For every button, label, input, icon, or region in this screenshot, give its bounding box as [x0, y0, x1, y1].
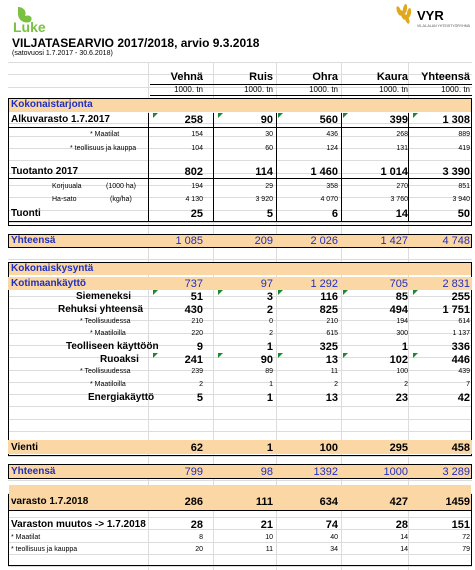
unit-label: 1000. tn	[309, 85, 338, 94]
table-cell: 100	[319, 442, 338, 454]
table-cell: 14	[400, 534, 408, 541]
column-header: Yhteensä	[421, 71, 470, 83]
table-cell: 111	[255, 496, 273, 508]
table-cell: 28	[190, 519, 203, 531]
table-cell: 3 760	[390, 196, 408, 203]
table-cell: 151	[451, 519, 470, 531]
table-cell: 51	[190, 291, 203, 303]
col-divider	[341, 113, 342, 221]
table-cell: 9	[196, 341, 203, 353]
page-title: VILJATASEARVIO 2017/2018, arvio 9.3.2018	[12, 36, 260, 50]
table-cell: 4 130	[185, 196, 203, 203]
table-cell: 72	[462, 534, 470, 541]
row-label: * teollisuus ja kauppa	[11, 546, 78, 553]
cell-marker	[278, 290, 283, 295]
row-label: Siemeneksi	[76, 291, 132, 302]
table-cell: 1 292	[310, 278, 338, 290]
cell-marker	[218, 113, 223, 118]
table-cell: 13	[325, 354, 338, 366]
table-cell: 3	[266, 291, 273, 303]
table-cell: 4 070	[320, 196, 338, 203]
row-label: * Maatilat	[90, 131, 120, 138]
table-cell: 2	[269, 330, 273, 337]
table-cell: 102	[389, 354, 408, 366]
cell-marker	[413, 290, 418, 295]
col-divider	[148, 113, 149, 221]
page-subtitle: (satovuosi 1.7.2017 - 30.6.2018)	[12, 50, 113, 57]
table-cell: 1	[266, 442, 273, 454]
row-label: Varaston muutos -> 1.7.2018	[11, 519, 146, 530]
table-cell: 268	[396, 131, 408, 138]
table-cell: 300	[396, 330, 408, 337]
col-divider	[276, 113, 277, 221]
table-cell: 419	[458, 145, 470, 152]
table-cell: 1 014	[380, 166, 408, 178]
table-cell: 325	[319, 341, 338, 353]
table-cell: 154	[191, 131, 203, 138]
table-cell: 2 026	[310, 235, 338, 247]
table-cell: 560	[319, 114, 338, 126]
cell-marker	[413, 113, 418, 118]
table-cell: 4 748	[442, 235, 470, 247]
table-cell: 1	[266, 392, 273, 404]
table-cell: 11	[265, 546, 273, 553]
balance-table	[8, 0, 472, 570]
table-cell: 98	[260, 466, 273, 478]
unit-label: 1000. tn	[244, 85, 273, 94]
table-cell: 436	[326, 131, 338, 138]
cell-marker	[413, 353, 418, 358]
column-header: Kaura	[376, 71, 408, 83]
table-cell: 90	[260, 354, 273, 366]
header-divider	[150, 84, 472, 85]
row-label: Alkuvarasto 1.7.2017	[11, 114, 110, 125]
table-cell: 1 085	[175, 235, 203, 247]
table-cell: 74	[325, 519, 338, 531]
column-header: Ohra	[312, 71, 338, 83]
cell-marker	[218, 353, 223, 358]
unit-label: 1000. tn	[174, 85, 203, 94]
table-cell: 1 308	[442, 114, 470, 126]
table-cell: 114	[255, 166, 273, 178]
table-cell: 2 831	[442, 278, 470, 290]
row-label: Yhteensä	[11, 235, 56, 246]
table-cell: 258	[184, 114, 203, 126]
storage-top-strip	[9, 485, 471, 493]
table-cell: 1	[401, 341, 408, 353]
svg-text:VILJA-ALAN YHTEISTYÖRYHMÄ: VILJA-ALAN YHTEISTYÖRYHMÄ	[417, 24, 470, 28]
table-cell: 11	[330, 368, 338, 375]
table-cell: 1000	[383, 466, 408, 478]
section-title-supply: Kokonaistarjonta	[11, 99, 93, 110]
gridline	[8, 566, 472, 567]
cell-marker	[278, 113, 283, 118]
cell-marker	[343, 353, 348, 358]
cell-marker	[153, 353, 158, 358]
table-cell: 1 751	[442, 304, 470, 316]
row-divider	[8, 510, 472, 511]
table-cell: 705	[389, 278, 408, 290]
cell-marker	[153, 113, 158, 118]
table-cell: 220	[191, 330, 203, 337]
table-cell: 14	[395, 208, 408, 220]
row-label: varasto 1.7.2018	[11, 496, 89, 507]
table-cell: 85	[395, 291, 408, 303]
gridline	[8, 259, 472, 260]
table-cell: 1 427	[380, 235, 408, 247]
table-cell: 40	[330, 534, 338, 541]
table-cell: 209	[254, 235, 273, 247]
gridline	[8, 480, 472, 481]
table-cell: 34	[330, 546, 338, 553]
row-label: Tuonti	[11, 208, 41, 219]
row-label: Teolliseen käyttöön	[66, 341, 159, 352]
table-cell: 889	[458, 131, 470, 138]
table-cell: 62	[190, 442, 203, 454]
row-label: Yhteensä	[11, 466, 56, 477]
table-cell: 1392	[313, 466, 338, 478]
table-cell: 20	[195, 546, 203, 553]
table-cell: 10	[265, 534, 273, 541]
table-cell: 241	[184, 354, 203, 366]
table-cell: 295	[389, 442, 408, 454]
unit-label: 1000. tn	[379, 85, 408, 94]
table-cell: 270	[396, 183, 408, 190]
table-cell: 851	[458, 183, 470, 190]
cell-marker	[343, 290, 348, 295]
table-cell: 614	[458, 318, 470, 325]
table-cell: 0	[269, 318, 273, 325]
table-cell: 89	[265, 368, 273, 375]
table-cell: 2	[334, 381, 338, 388]
row-label: * Maatiloilla	[90, 330, 126, 337]
table-cell: 210	[191, 318, 203, 325]
table-cell: 430	[184, 304, 203, 316]
table-cell: 97	[260, 278, 273, 290]
row-divider	[8, 127, 472, 128]
table-cell: 30	[265, 131, 273, 138]
table-cell: 3 289	[442, 466, 470, 478]
cell-marker	[218, 290, 223, 295]
column-header: Ruis	[249, 71, 273, 83]
table-cell: 7	[466, 381, 470, 388]
table-cell: 8	[199, 534, 203, 541]
table-cell: 1	[269, 381, 273, 388]
table-cell: 60	[265, 145, 273, 152]
table-cell: 737	[184, 278, 203, 290]
row-label: Rehuksi yhteensä	[58, 304, 144, 315]
table-cell: 14	[400, 546, 408, 553]
row-label: Ha-sato	[52, 196, 77, 203]
row-label: * teollisuus ja kauppa	[70, 145, 137, 152]
table-cell: 25	[190, 208, 203, 220]
row-label: Ruoaksi	[100, 354, 139, 365]
row-unit: (kg/ha)	[110, 196, 132, 203]
table-cell: 1 137	[452, 330, 470, 337]
cell-marker	[343, 113, 348, 118]
table-cell: 29	[265, 183, 273, 190]
row-divider	[8, 178, 472, 179]
table-cell: 100	[396, 368, 408, 375]
table-cell: 615	[326, 330, 338, 337]
cell-marker	[278, 353, 283, 358]
table-cell: 1	[266, 341, 273, 353]
table-cell: 194	[396, 318, 408, 325]
row-label: Kotimaankäyttö	[11, 278, 87, 289]
table-cell: 6	[331, 208, 338, 220]
row-label: Vienti	[11, 442, 39, 453]
table-cell: 399	[389, 114, 408, 126]
table-cell: 104	[191, 145, 203, 152]
table-cell: 358	[326, 183, 338, 190]
row-label: Korjuuala	[52, 183, 82, 190]
row-label: Tuotanto 2017	[11, 166, 79, 177]
table-cell: 802	[184, 166, 203, 178]
table-cell: 3 940	[452, 196, 470, 203]
col-divider	[408, 113, 409, 221]
table-cell: 336	[451, 341, 470, 353]
table-cell: 825	[319, 304, 338, 316]
table-cell: 446	[451, 354, 470, 366]
table-cell: 1459	[445, 496, 470, 508]
table-cell: 239	[191, 368, 203, 375]
table-cell: 131	[396, 145, 408, 152]
table-cell: 79	[462, 546, 470, 553]
row-label: * Maatiloilla	[90, 381, 126, 388]
svg-text:Luke: Luke	[13, 19, 46, 35]
table-cell: 427	[389, 496, 408, 508]
table-cell: 28	[395, 519, 408, 531]
table-cell: 42	[457, 392, 470, 404]
table-cell: 458	[451, 442, 470, 454]
row-divider	[8, 221, 472, 222]
row-label: * Teollisuudessa	[80, 368, 131, 375]
table-cell: 21	[260, 519, 273, 531]
table-cell: 90	[260, 114, 273, 126]
table-cell: 194	[191, 183, 203, 190]
table-cell: 3 920	[255, 196, 273, 203]
row-label: * Maatilat	[11, 534, 41, 541]
table-cell: 286	[184, 496, 203, 508]
col-divider	[213, 113, 214, 221]
row-label: * Teollisuudessa	[80, 318, 131, 325]
table-cell: 634	[319, 496, 338, 508]
table-cell: 255	[451, 291, 470, 303]
table-cell: 13	[325, 392, 338, 404]
row-label: Energiakäyttö	[88, 392, 155, 403]
table-cell: 439	[458, 368, 470, 375]
header-divider	[150, 95, 472, 96]
unit-label: 1000. tn	[441, 85, 470, 94]
table-cell: 124	[326, 145, 338, 152]
row-unit: (1000 ha)	[106, 183, 136, 190]
table-cell: 2	[199, 381, 203, 388]
table-cell: 1 460	[310, 166, 338, 178]
section-title-demand: Kokonaiskysyntä	[11, 263, 94, 274]
gridline	[8, 456, 472, 457]
table-cell: 50	[457, 208, 470, 220]
table-cell: 2	[266, 304, 273, 316]
table-cell: 5	[196, 392, 203, 404]
column-header: Vehnä	[170, 71, 203, 83]
table-cell: 210	[326, 318, 338, 325]
cell-marker	[153, 290, 158, 295]
table-cell: 5	[266, 208, 273, 220]
table-cell: 23	[395, 392, 408, 404]
svg-text:VYR: VYR	[417, 8, 444, 23]
table-cell: 2	[404, 381, 408, 388]
gridline	[8, 62, 472, 63]
table-cell: 116	[320, 291, 338, 303]
table-cell: 494	[389, 304, 408, 316]
table-cell: 799	[184, 466, 203, 478]
table-cell: 3 390	[442, 166, 470, 178]
